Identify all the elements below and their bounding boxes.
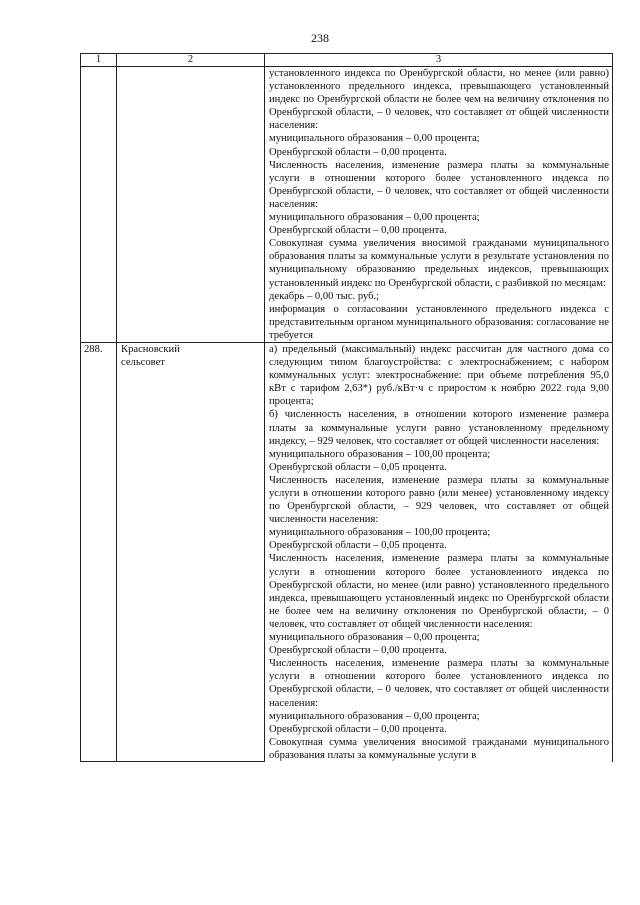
column-header-2: 2 [117,54,265,67]
table-row [81,67,613,343]
description-paragraph: муниципального образования – 0,00 процента; [269,710,480,722]
description-paragraph: муниципального образования – 0,00 процента; [269,133,480,145]
description-paragraph: Оренбургской области – 0,00 процента. [269,645,447,657]
description-paragraph: Численность населения, изменение размера платы за коммунальные услуги в отношении которого более установленного индекса по Оренбургской области, – 0 человек, что составляет от общей численности населения: [269,159,609,210]
index-table [80,53,613,762]
row-number: 288. [81,342,117,762]
column-header-3: 3 [265,54,613,67]
municipality-name [117,342,265,762]
description-paragraph: Совокупная сумма увеличения вносимой гражданами муниципального образования платы за коммунальные услуги в [269,736,609,761]
municipality-name [117,67,265,343]
description-paragraph: Совокупная сумма увеличения вносимой гражданами муниципального образования платы за коммунальные услуги в результате установления по муниципальному образованию предельных индексов, превышающих установленный индекс по Оренбургской области, с разбивкой по месяцам: [269,238,609,289]
description-paragraph: Оренбургской области – 0,00 процента. [269,146,447,158]
description-paragraph: Оренбургской области – 0,00 процента. [269,225,447,237]
description-paragraph: информация о согласовании установленного предельного индекса с представительным органом муниципального образования: согласование не требуется [269,303,609,341]
description-paragraph: Численность населения, изменение размера платы за коммунальные услуги в отношении которого более установленного индекса по Оренбургской области, – 0 человек, что составляет от общей численности населения: [269,658,609,709]
row-number [81,67,117,343]
description-paragraph: муниципального образования – 0,00 процента; [269,212,480,224]
description-paragraph: муниципального образования – 100,00 процента; [269,448,491,460]
page-number: 238 [311,31,329,45]
index-description [265,342,613,762]
description-paragraph: Численность населения, изменение размера платы за коммунальные услуги в отношении которого более установленного индекса по Оренбургской области, но менее (или равно) установленного предельного индекса, превышающего установленный индекс по Оренбургской области не более чем на величину отклонения по Оренбургской области, – 0 человек, что составляет от общей численности населения: [269,553,609,630]
description-paragraph: Оренбургской области – 0,05 процента. [269,540,447,552]
table-header-row [81,54,613,67]
description-paragraph: Оренбургской области – 0,00 процента. [269,723,447,735]
description-paragraph: а) предельный (максимальный) индекс рассчитан для частного дома со следующим типом благоустройства: с электроснабжением; с набором коммунальных услуг: электроснабжение: при объеме потребления 95,0 кВт с тарифом 2,63*) руб./кВт·ч с приростом к ноябрю 2022 года 9,00 процента; [269,343,609,408]
municipality-name-line: сельсовет [121,357,165,369]
column-header-1: 1 [81,54,117,67]
table-row [81,342,613,762]
description-paragraph: Оренбургской области – 0,05 процента. [269,461,447,473]
municipality-name-line: Красновский [121,343,180,355]
index-description [265,67,613,343]
description-paragraph: декабрь – 0,00 тыс. руб.; [269,290,380,302]
description-paragraph: установленного индекса по Оренбургской области, но менее (или равно) установленного предельного индекса, превышающего установленный индекс по Оренбургской области не более чем на величину отклонения по Оренбургской области, – 0 человек, что составляет от общей численности населения: [269,68,609,132]
description-paragraph: муниципального образования – 100,00 процента; [269,527,491,539]
description-paragraph: Численность населения, изменение размера платы за коммунальные услуги в отношении которого равно (или менее) установленному индексу по Оренбургской области, – 929 человек, что составляет от общей численности населения: [269,474,609,526]
description-paragraph: б) численность населения, в отношении которого изменение размера платы за коммунальные услуги равно установленному предельному индексу, – 929 человек, что составляет от общей численности населения: [269,409,609,447]
description-paragraph: муниципального образования – 0,00 процента; [269,632,480,644]
